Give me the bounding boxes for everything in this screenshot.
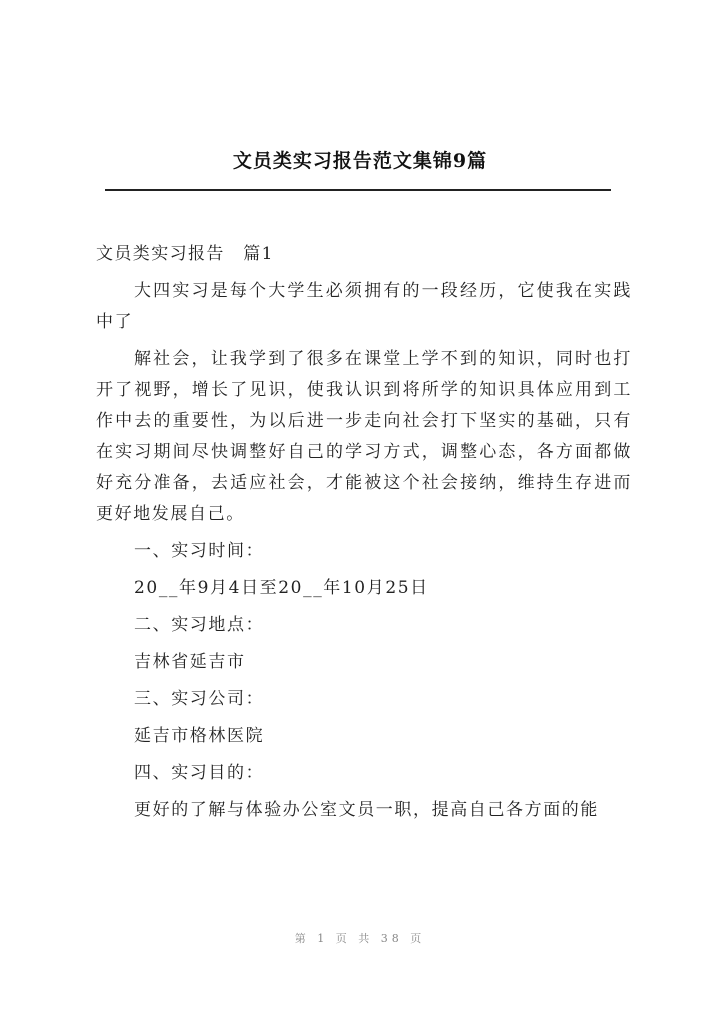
- value-internship-company: 延吉市格林医院: [134, 726, 265, 746]
- heading-internship-purpose: 四、实习目的：: [134, 763, 265, 783]
- paragraph: 解社会，让我学到了很多在课堂上学不到的知识，同时也打开了视野，增长了见识，使我认识到将所学的知识具体应用到工作中去的重要性，为以后进一步走向社会打下坚实的基础，只有在实习期间尽快调整好自己的学习方式，调整心态，各方面都做好充分准备，去适应社会，才能被这个社会接纳，维持生存进而更好地发展自己。: [96, 349, 632, 524]
- heading-internship-location: 二、实习地点：: [134, 615, 265, 635]
- section-heading: 文员类实习报告 篇1: [96, 244, 274, 264]
- heading-internship-company: 三、实习公司：: [134, 689, 265, 709]
- document-body: [96, 239, 632, 832]
- paragraph: 大四实习是每个大学生必须拥有的一段经历，它使我在实践中了: [96, 281, 632, 332]
- value-internship-location: 吉林省延吉市: [134, 652, 246, 672]
- value-internship-time: 20__年9月4日至20__年10月25日: [134, 578, 429, 598]
- document-title: 文员类实习报告范文集锦9篇: [232, 150, 488, 172]
- title-divider: [105, 189, 611, 191]
- value-internship-purpose: 更好的了解与体验办公室文员一职，提高自己各方面的能: [134, 800, 599, 820]
- heading-internship-time: 一、实习时间：: [134, 541, 265, 561]
- page-indicator: 第 1 页 共 38 页: [294, 932, 426, 945]
